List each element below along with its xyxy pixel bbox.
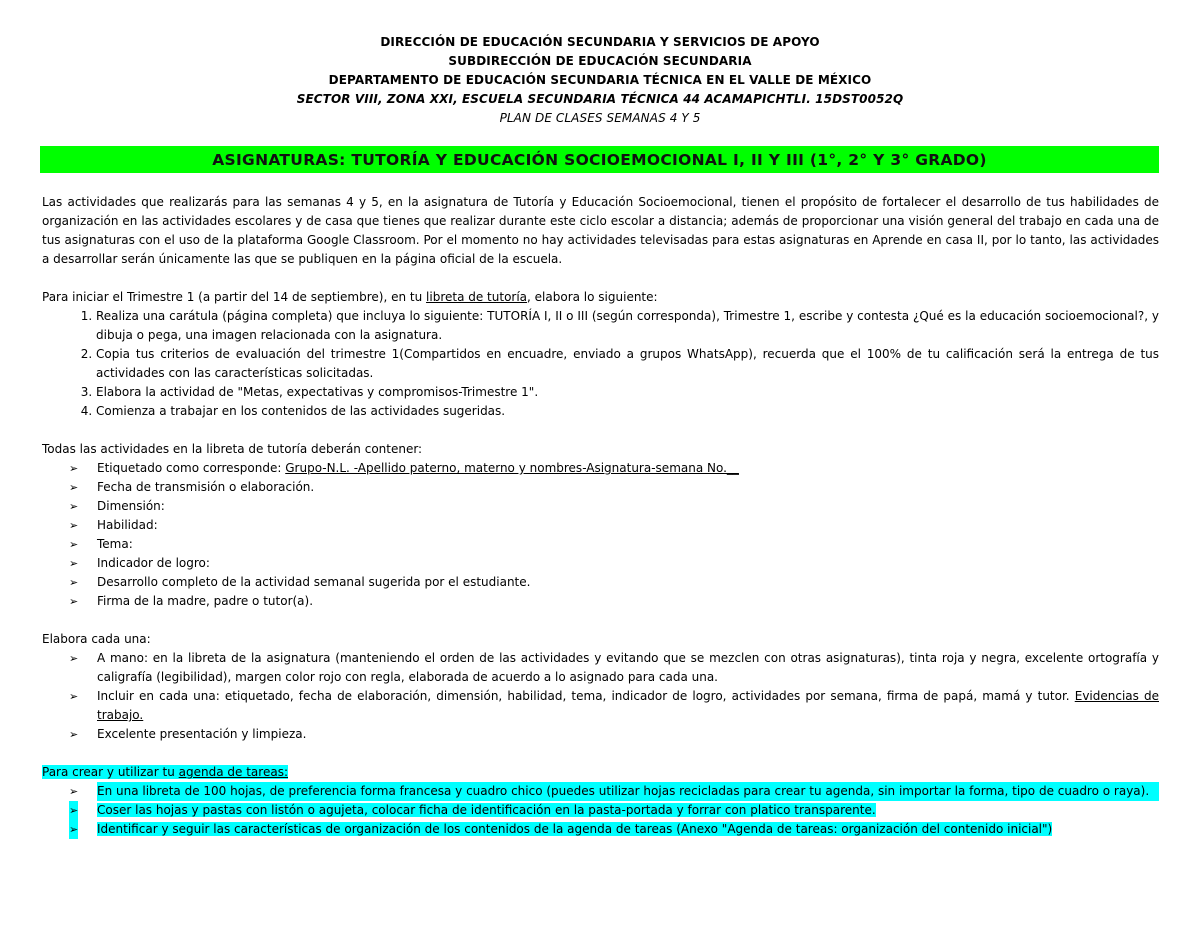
agenda-list [42,782,1159,839]
elabora-lead: Elabora cada una: [42,632,151,646]
arrow-bullet-icon: ➢ [69,462,79,475]
arrow-bullet-icon: ➢ [69,538,79,551]
list-item: ➢ Desarrollo completo de la actividad semanal sugerida por el estudiante. [97,573,1159,592]
subject-banner: ASIGNATURAS: TUTORÍA Y EDUCACIÓN SOCIOEMOCIONAL I, II Y III (1°, 2° Y 3° GRADO) [40,146,1159,173]
arrow-bullet-icon: ➢ [69,481,79,494]
intro-paragraph: Las actividades que realizarás para las semanas 4 y 5, en la asignatura de Tutoría y Educación Socioemocional, tienen el propósito de fortalecer el desarrollo de tus habilidades de organización en las actividades escolares y de casa que tienes que realizar durante este ciclo escolar a distancia; además de proporcionar una visión general del trabajo en cada una de tus asignaturas con el uso de la plataforma Google Classroom. Por el momento no hay actividades televisadas para estas asignaturas en Aprende en casa II, por lo tanto, las actividades a desarrollar serán únicamente las que se publiquen en la página oficial de la escuela. [42,195,1159,266]
list-item: 3. Elabora la actividad de "Metas, expectativas y compromisos-Trimestre 1". [96,383,1159,402]
arrow-bullet-icon: ➢ [69,519,79,532]
trimestre-list [42,307,1159,421]
trimestre-lead: Para iniciar el Trimestre 1 (a partir del 14 de septiembre), en tu libreta de tutoría, elabora lo siguiente: [42,290,658,304]
libreta-tutoria-link: libreta de tutoría [426,290,528,304]
list-item: ➢ Fecha de transmisión o elaboración. [97,478,1159,497]
list-item: ➢ Dimensión: [97,497,1159,516]
header-line-direccion: DIRECCIÓN DE EDUCACIÓN SECUNDARIA Y SERVICIOS DE APOYO [380,35,820,49]
list-item: ➢ Tema: [97,535,1159,554]
list-item: ➢ Incluir en cada una: etiquetado, fecha de elaboración, dimensión, habilidad, tema, indicador de logro, actividades por semana, firma de papá, mamá y tutor. Evidencias de trabajo. [69,689,1159,722]
header-line-sector: SECTOR VIII, ZONA XXI, ESCUELA SECUNDARIA TÉCNICA 44 ACAMAPICHTLI. 15DST0052Q [296,92,904,106]
list-item: ➢ En una libreta de 100 hojas, de preferencia forma francesa y cuadro chico (puedes utilizar hojas recicladas para crear tu agenda, sin importar la forma, tipo de cuadro o raya). [97,782,1159,801]
arrow-bullet-icon: ➢ [69,820,78,839]
list-item: 1. Realiza una carátula (página completa) que incluya lo siguiente: TUTORÍA I, II o III (según corresponda), Trimestre 1, escribe y contesta ¿Qué es la educación socioemocional?, y dibuja o pega, una imagen relacionada con la asignatura. [96,307,1159,345]
list-item: 4. Comienza a trabajar en los contenidos de las actividades sugeridas. [96,402,1159,421]
arrow-bullet-icon: ➢ [69,801,78,820]
document-body [42,193,1159,839]
list-item: ➢ Firma de la madre, padre o tutor(a). [97,592,1159,611]
list-item: ➢ Habilidad: [97,516,1159,535]
header-line-plan: PLAN DE CLASES SEMANAS 4 Y 5 [499,111,701,125]
list-item: ➢ Coser las hojas y pastas con listón o agujeta, colocar ficha de identificación en la pasta-portada y forrar con platico transparente. [97,801,1159,820]
list-item: ➢ Etiquetado como corresponde: Grupo-N.L. -Apellido paterno, materno y nombres-Asignatura-semana No.__ [97,459,1159,478]
list-item: ➢ Indicador de logro: [97,554,1159,573]
list-item: ➢ A mano: en la libreta de la asignatura (manteniendo el orden de las actividades y evitando que se mezclen con otras asignaturas), tinta roja y negra, excelente ortografía y caligrafía (legibilidad), margen color rojo con regla, elaborada de acuerdo a lo asignado para cada una. [69,651,1159,684]
header-line-departamento: DEPARTAMENTO DE EDUCACIÓN SECUNDARIA TÉCNICA EN EL VALLE DE MÉXICO [328,73,872,87]
arrow-bullet-icon: ➢ [69,557,79,570]
list-item: ➢ Excelente presentación y limpieza. [97,725,1159,744]
label-format: Grupo-N.L. -Apellido paterno, materno y nombres-Asignatura-semana No.__ [285,461,739,475]
arrow-bullet-icon: ➢ [69,576,79,589]
arrow-bullet-icon: ➢ [69,595,79,608]
header-line-subdireccion: SUBDIRECCIÓN DE EDUCACIÓN SECUNDARIA [448,54,752,68]
arrow-bullet-icon: ➢ [69,690,79,703]
agenda-tareas-link: agenda de tareas: [178,765,288,779]
evidencias-text: Evidencias de trabajo. [97,689,1159,722]
document-header [0,33,1200,128]
arrow-bullet-icon: ➢ [69,500,79,513]
arrow-bullet-icon: ➢ [69,652,79,665]
list-item: 2. Copia tus criterios de evaluación del trimestre 1(Compartidos en encuadre, enviado a grupos WhatsApp), recuerda que el 100% de tu calificación será la entrega de tus actividades con las características solicitadas. [96,345,1159,383]
arrow-bullet-icon: ➢ [69,785,79,798]
elabora-list [42,649,1159,744]
list-item: ➢ Identificar y seguir las características de organización de los contenidos de la agenda de tareas (Anexo "Agenda de tareas: organización del contenido inicial") [97,820,1159,839]
agenda-lead: Para crear y utilizar tu agenda de tareas: [42,765,288,779]
arrow-bullet-icon: ➢ [69,728,79,741]
contenido-list [42,459,1159,611]
contenido-lead: Todas las actividades en la libreta de tutoría deberán contener: [42,442,423,456]
